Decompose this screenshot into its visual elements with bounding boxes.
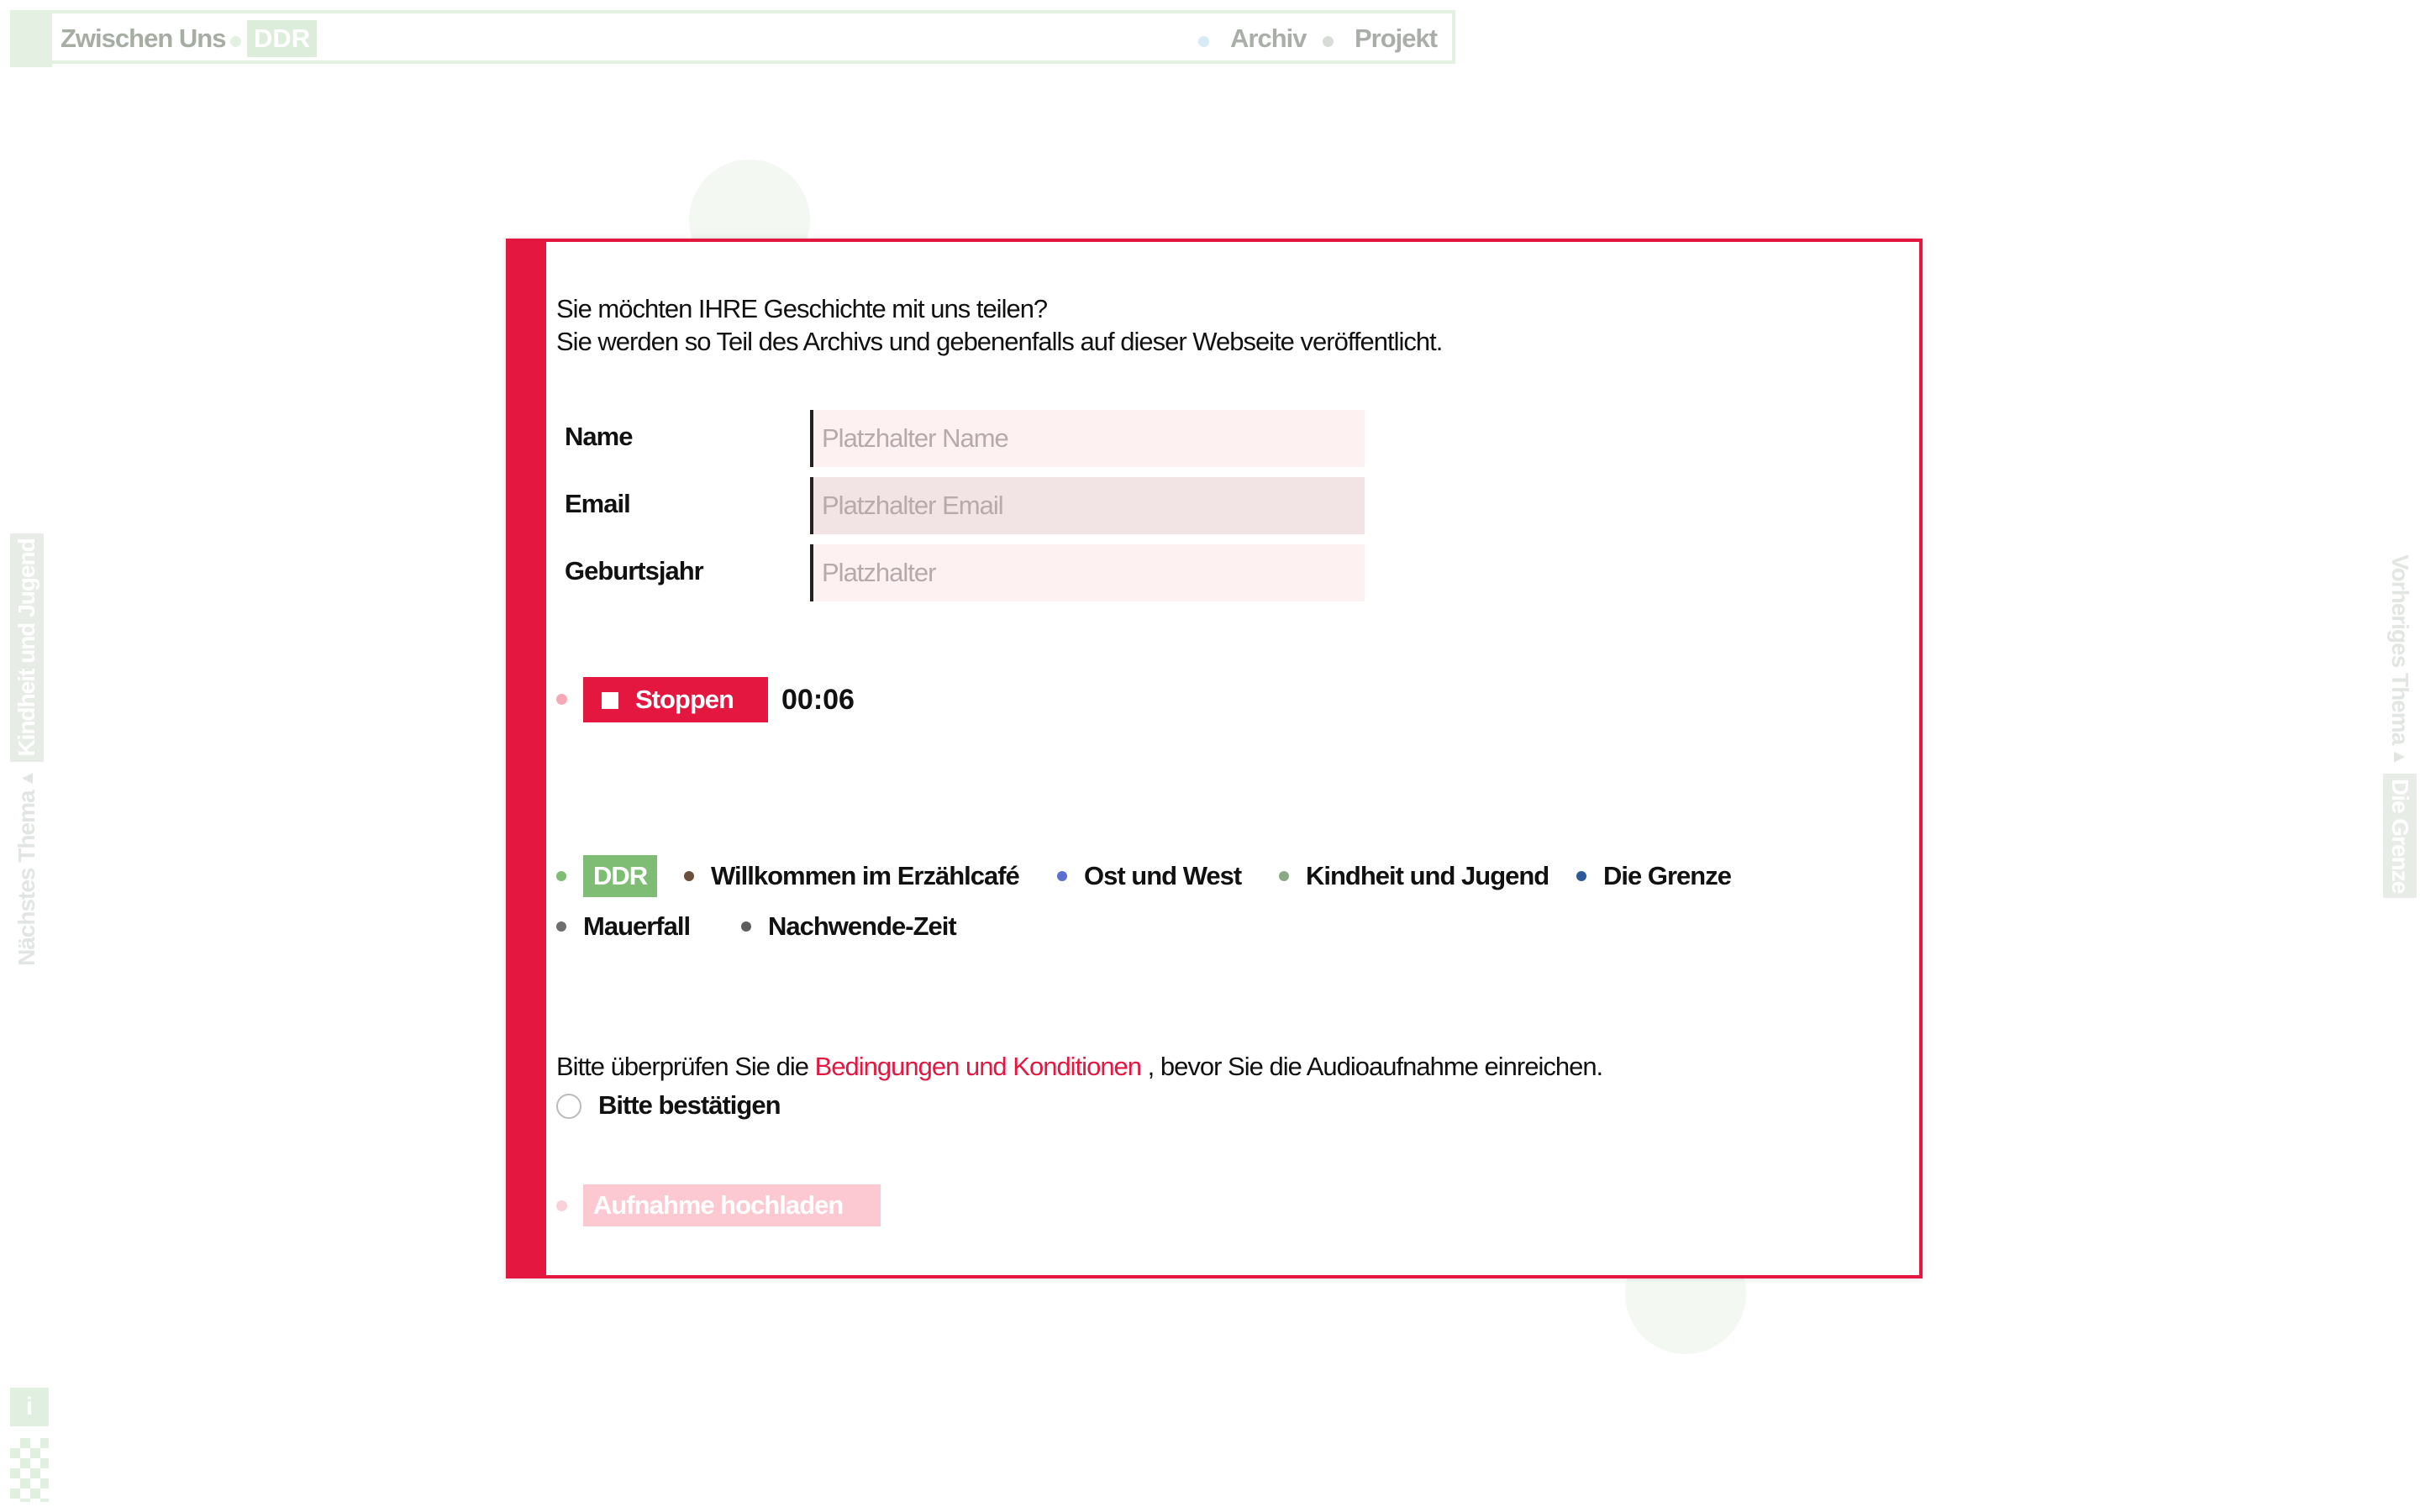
intro-line-2: Sie werden so Teil des Archivs und gebenenfalls auf dieser Webseite veröffentlicht.: [556, 327, 1443, 356]
stop-square-icon: [602, 692, 618, 709]
site-brand[interactable]: Zwischen Uns: [60, 24, 226, 53]
topic-dot-icon: [684, 871, 694, 881]
topic-dot-icon: [1279, 871, 1289, 881]
terms-text-before: Bitte überprüfen Sie die: [556, 1052, 815, 1081]
topic-dot-icon: [1576, 871, 1586, 881]
terms-text-after: , bevor Sie die Audioaufnahme einreichen.: [1141, 1052, 1603, 1081]
topic-label: Willkommen im Erzählcafé: [711, 861, 1019, 890]
intro-line-1: Sie möchten IHRE Geschichte mit uns teilen?: [556, 294, 1048, 323]
confirm-label: Bitte bestätigen: [598, 1090, 781, 1120]
stop-label: Stoppen: [635, 685, 734, 714]
email-label: Email: [565, 489, 630, 518]
topic-label: DDR: [583, 855, 657, 897]
email-input[interactable]: [810, 477, 1365, 534]
next-topic-link[interactable]: [10, 529, 44, 966]
recorder-dot-icon: [556, 694, 567, 705]
terms-link[interactable]: Bedingungen und Konditionen: [814, 1052, 1142, 1081]
topic-dot-icon: [556, 921, 566, 932]
previous-topic-label: Die Grenze: [2383, 774, 2417, 898]
nav-link-archiv[interactable]: Archiv: [1230, 24, 1307, 53]
previous-topic-prefix: Vorheriges Thema: [2387, 554, 2413, 745]
next-topic-label: Kindheit und Jugend: [10, 533, 44, 761]
share-story-form: [506, 239, 1923, 1278]
confirm-radio[interactable]: [556, 1094, 581, 1119]
topic-label: Kindheit und Jugend: [1306, 861, 1549, 890]
upload-dot-icon: [556, 1200, 567, 1211]
topic-label: Die Grenze: [1603, 861, 1731, 890]
logo-block[interactable]: [10, 10, 52, 67]
topic-dot-icon: [741, 921, 751, 932]
brand-topic-tag[interactable]: DDR: [247, 20, 317, 57]
topic-label: Mauerfall: [583, 911, 691, 941]
intro-text: [556, 292, 1442, 358]
name-input[interactable]: [810, 410, 1365, 467]
triangle-icon: ▲: [16, 769, 37, 788]
accent-rail: [509, 242, 546, 1275]
upload-recording-button[interactable]: Aufnahme hochladen: [583, 1184, 881, 1226]
info-button[interactable]: i: [10, 1388, 49, 1426]
name-label: Name: [565, 422, 633, 451]
birthyear-input[interactable]: [810, 544, 1365, 601]
previous-topic-link[interactable]: [2383, 554, 2417, 907]
triangle-icon: ▲: [2390, 748, 2411, 766]
top-navigation: [10, 10, 1455, 64]
checker-pattern: [10, 1438, 49, 1502]
nav-link-projekt[interactable]: Projekt: [1355, 24, 1438, 53]
next-topic-prefix: Nächstes Thema: [13, 790, 39, 966]
archiv-dot-icon: [1198, 36, 1209, 47]
birthyear-label: Geburtsjahr: [565, 556, 703, 585]
recording-timer: 00:06: [781, 684, 855, 716]
topic-dot-icon: [556, 871, 566, 881]
topic-dot-icon: [1057, 871, 1067, 881]
topic-label: Nachwende-Zeit: [768, 911, 956, 941]
projekt-dot-icon: [1323, 36, 1334, 47]
terms-notice: [556, 1052, 1602, 1082]
stop-recording-button[interactable]: [583, 677, 768, 722]
brand-dot-icon: [230, 36, 241, 47]
topic-label: Ost und West: [1084, 861, 1242, 890]
